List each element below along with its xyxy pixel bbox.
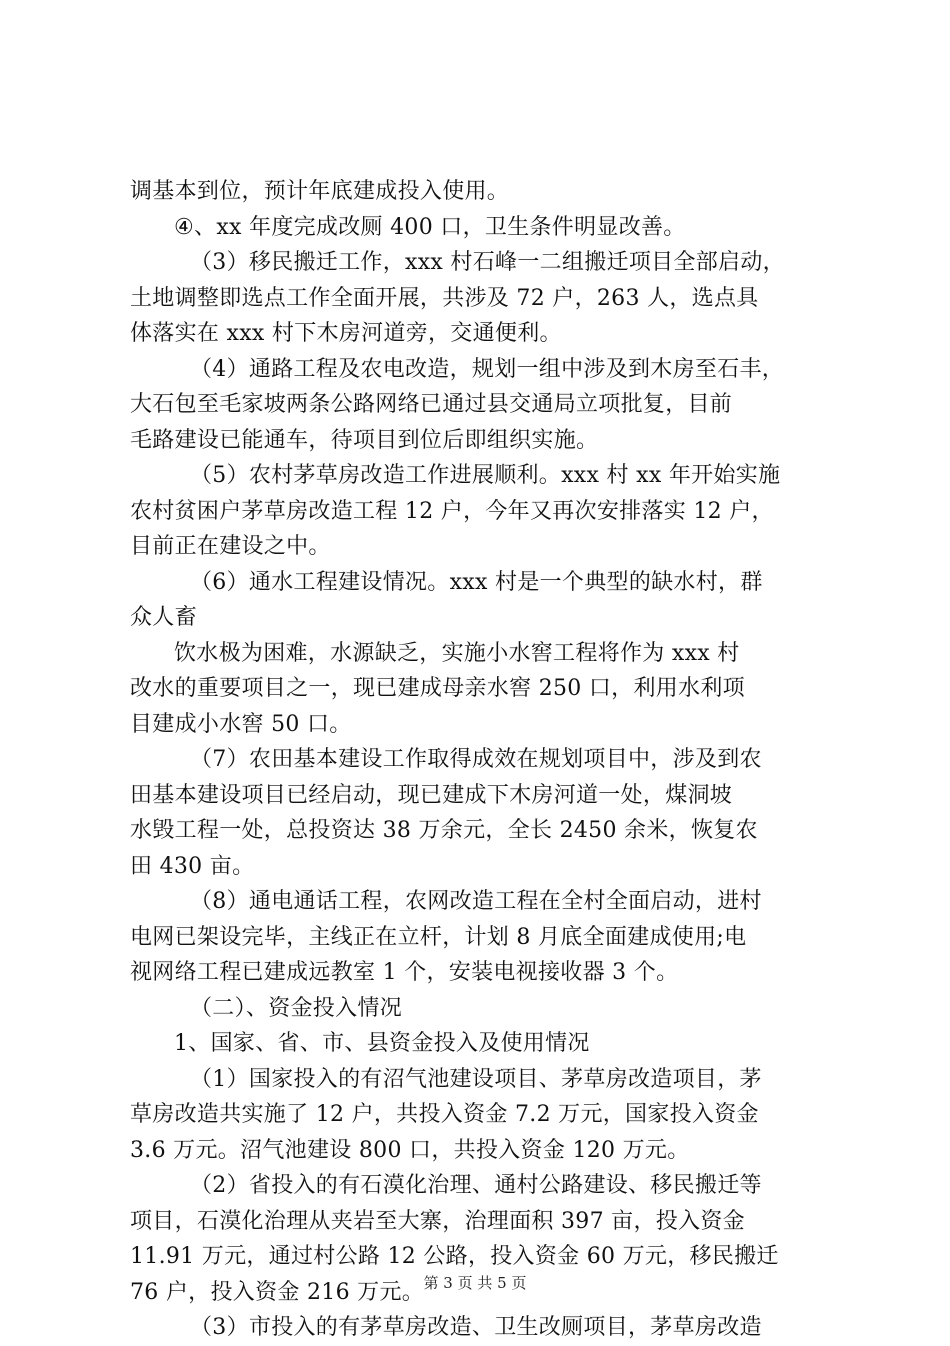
text-line: 目前正在建设之中。 [130,534,331,559]
text-line: （2）省投入的有石漠化治理、通村公路建设、移民搬迁等 [190,1173,762,1198]
text-line: （6）通水工程建设情况。xxx 村是一个典型的缺水村，群 [190,569,763,595]
text-line: （7）农田基本建设工作取得成效在规划项目中，涉及到农 [190,747,762,772]
text-line: 农村贫困户茅草房改造工程 12 户，今年又再次安排落实 12 户， [130,498,774,524]
document-body [130,174,830,1346]
text-line: ④、xx 年度完成改厕 400 口，卫生条件明显改善。 [174,214,686,240]
text-line: 11.91 万元，通过村公路 12 公路，投入资金 60 万元，移民搬迁 [130,1244,779,1269]
text-line: 76 户，投入资金 216 万元。 [130,1279,425,1305]
text-line: 3.6 万元。沼气池建设 800 口，共投入资金 120 万元。 [130,1137,690,1163]
text-line: 视网络工程已建成远教室 1 个，安装电视接收器 3 个。 [130,960,679,985]
text-line: 水毁工程一处，总投资达 38 万余元，全长 2450 余米，恢复农 [130,818,758,843]
text-line: （5）农村茅草房改造工作进展顺利。xxx 村 xx 年开始实施 [190,463,781,488]
text-line: 饮水极为困难，水源缺乏，实施小水窖工程将作为 xxx 村 [174,640,740,666]
text-line: 体落实在 xxx 村下木房河道旁，交通便利。 [130,321,562,346]
text-line: 大石包至毛家坡两条公路网络已通过县交通局立项批复，目前 [130,392,733,417]
text-line: （4）通路工程及农电改造，规划一组中涉及到木房至石丰， [190,356,785,382]
text-line: 项目，石漠化治理从夹岩至大寨，治理面积 397 亩，投入资金 [130,1208,745,1234]
section-heading: （二）、资金投入情况 [190,995,403,1021]
subsection-heading: 1、国家、省、市、县资金投入及使用情况 [174,1031,590,1056]
text-line: 田 430 亩。 [130,853,255,879]
text-line: 调基本到位，预计年底建成投入使用。 [130,179,510,204]
text-line: 改水的重要项目之一，现已建成母亲水窖 250 口，利用水利项 [130,676,745,701]
text-line: （1）国家投入的有沼气池建设项目、茅草房改造项目，茅 [190,1066,762,1092]
page-number-footer: 第 3 页 共 5 页 [423,1274,527,1292]
text-line: 田基本建设项目已经启动，现已建成下木房河道一处，煤洞坡 [130,782,733,808]
text-line: 土地调整即选点工作全面开展，共涉及 72 户，263 人，选点具 [130,285,759,311]
text-line: （3）移民搬迁工作，xxx 村石峰一二组搬迁项目全部启动， [190,250,785,275]
text-line: 电网已架设完毕，主线正在立杆，计划 8 月底全面建成使用;电 [130,924,747,950]
text-line: （8）通电通话工程，农网改造工程在全村全面启动，进村 [190,889,762,914]
text-line: （3）市投入的有茅草房改造、卫生改厕项目，茅草房改造 [190,1315,762,1340]
text-line: 草房改造共实施了 12 户，共投入资金 7.2 万元，国家投入资金 [130,1102,759,1127]
text-line: 众人畜 [130,605,197,630]
text-line: 目建成小水窖 50 口。 [130,711,352,737]
text-line: 毛路建设已能通车，待项目到位后即组织实施。 [130,427,599,453]
